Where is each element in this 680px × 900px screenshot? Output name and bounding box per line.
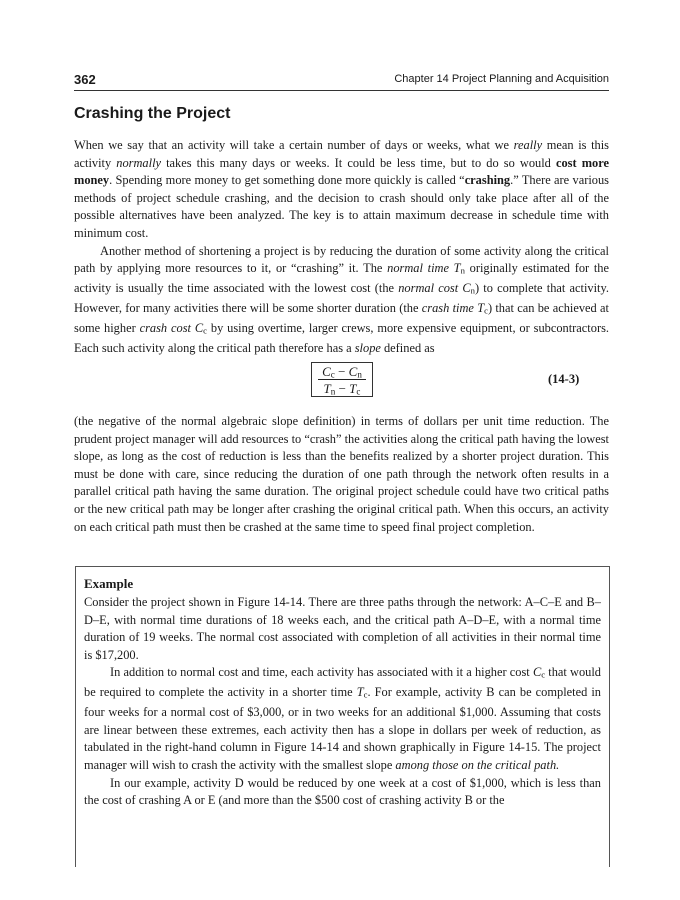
equation-number: (14-3) bbox=[548, 372, 580, 386]
running-head: Chapter 14 Project Planning and Acquisition bbox=[394, 73, 609, 85]
example-paragraph-3: In our example, activity D would be reduced by one week at a cost of $1,000, which is less than the cost of crashing A or E (and more than the $500 cost of crashing activity B or the bbox=[84, 775, 601, 808]
fraction-bar bbox=[318, 379, 366, 380]
body-text-lower bbox=[74, 413, 609, 536]
example-title: Example bbox=[84, 576, 134, 591]
slope-equation bbox=[311, 362, 373, 397]
section-title: Crashing the Project bbox=[74, 105, 231, 122]
example-paragraph-2: In addition to normal cost and time, each activity has associated with it a higher cost $C_c$ that would be required to complete the activity in a shorter time $T_c$. For example, activity B can be completed in four weeks for a normal cost of $3,000, or in two weeks for an additional $1,000. Assuming that costs are linear between these extremes, each activity then has a slope in dollars per week of reduction, as tabulated in the right-hand column in Figure 14-14 and shown graphically in Figure 14-15. The project manager will wish to crash the activity with the smallest slope among those on the critical path. bbox=[84, 665, 602, 772]
equation-denominator: $T_n - T_c$ bbox=[323, 381, 361, 397]
body-text-upper bbox=[74, 137, 609, 357]
equation-numerator: $C_c - C_n$ bbox=[322, 364, 362, 380]
paragraph-crashing-intro: When we say that an activity will take a certain number of days or weeks, what we really mean is this activity normally takes this many days or weeks. It could be less time, but to do so would cost more money. Spending more money to get something done more quickly is called “crashing.” There are various methods of project schedule crashing, and the decision to crash should only take place after all of the possible alternatives have been analyzed. The key is to attain maximum decrease in schedule time with minimum cost. bbox=[74, 138, 610, 240]
header-divider bbox=[74, 90, 609, 91]
page-number: 362 bbox=[74, 72, 96, 87]
example-paragraph-1: Consider the project shown in Figure 14-14. There are three paths through the network: A–C–E and B–D–E, with normal time durations of 18 weeks each, and the critical path A–D–E, with a normal time duration of 19 weeks. The normal cost associated with completion of all activities in their normal time is $17,200. bbox=[84, 595, 601, 662]
paragraph-slope-definition: Another method of shortening a project is by reducing the duration of some activity along the critical path by applying more resources to it, or “crashing” it. The normal time $T_n$ originally estimated for the activity is usually the time associated with the lowest cost (the normal cost $C_n$) to complete that activity. However, for many activities there will be some shorter duration (the crash time $T_c$) that can be achieved at some higher crash cost $C_c$ by using overtime, larger crews, more expensive equipment, or subcontractors. Each such activity along the critical path therefore has a slope defined as bbox=[74, 243, 610, 355]
paragraph-slope-explanation: (the negative of the normal algebraic slope definition) in terms of dollars per unit time reduction. The prudent project manager will add resources to “crash” the activities along the critical path having the lowest slope, as long as the cost of reduction is less than the benefits realized by a shorter project duration. This must be done with care, since reducing the duration of one path through the network often results in a parallel critical path having the same duration. The original project schedule could have two critical paths or the new critical path may be longer after crashing the original critical path. When this occurs, an activity on each critical path must then be crashed at the same time to speed final project completion. bbox=[74, 414, 609, 534]
example-text bbox=[84, 594, 601, 810]
page-header bbox=[74, 70, 609, 92]
